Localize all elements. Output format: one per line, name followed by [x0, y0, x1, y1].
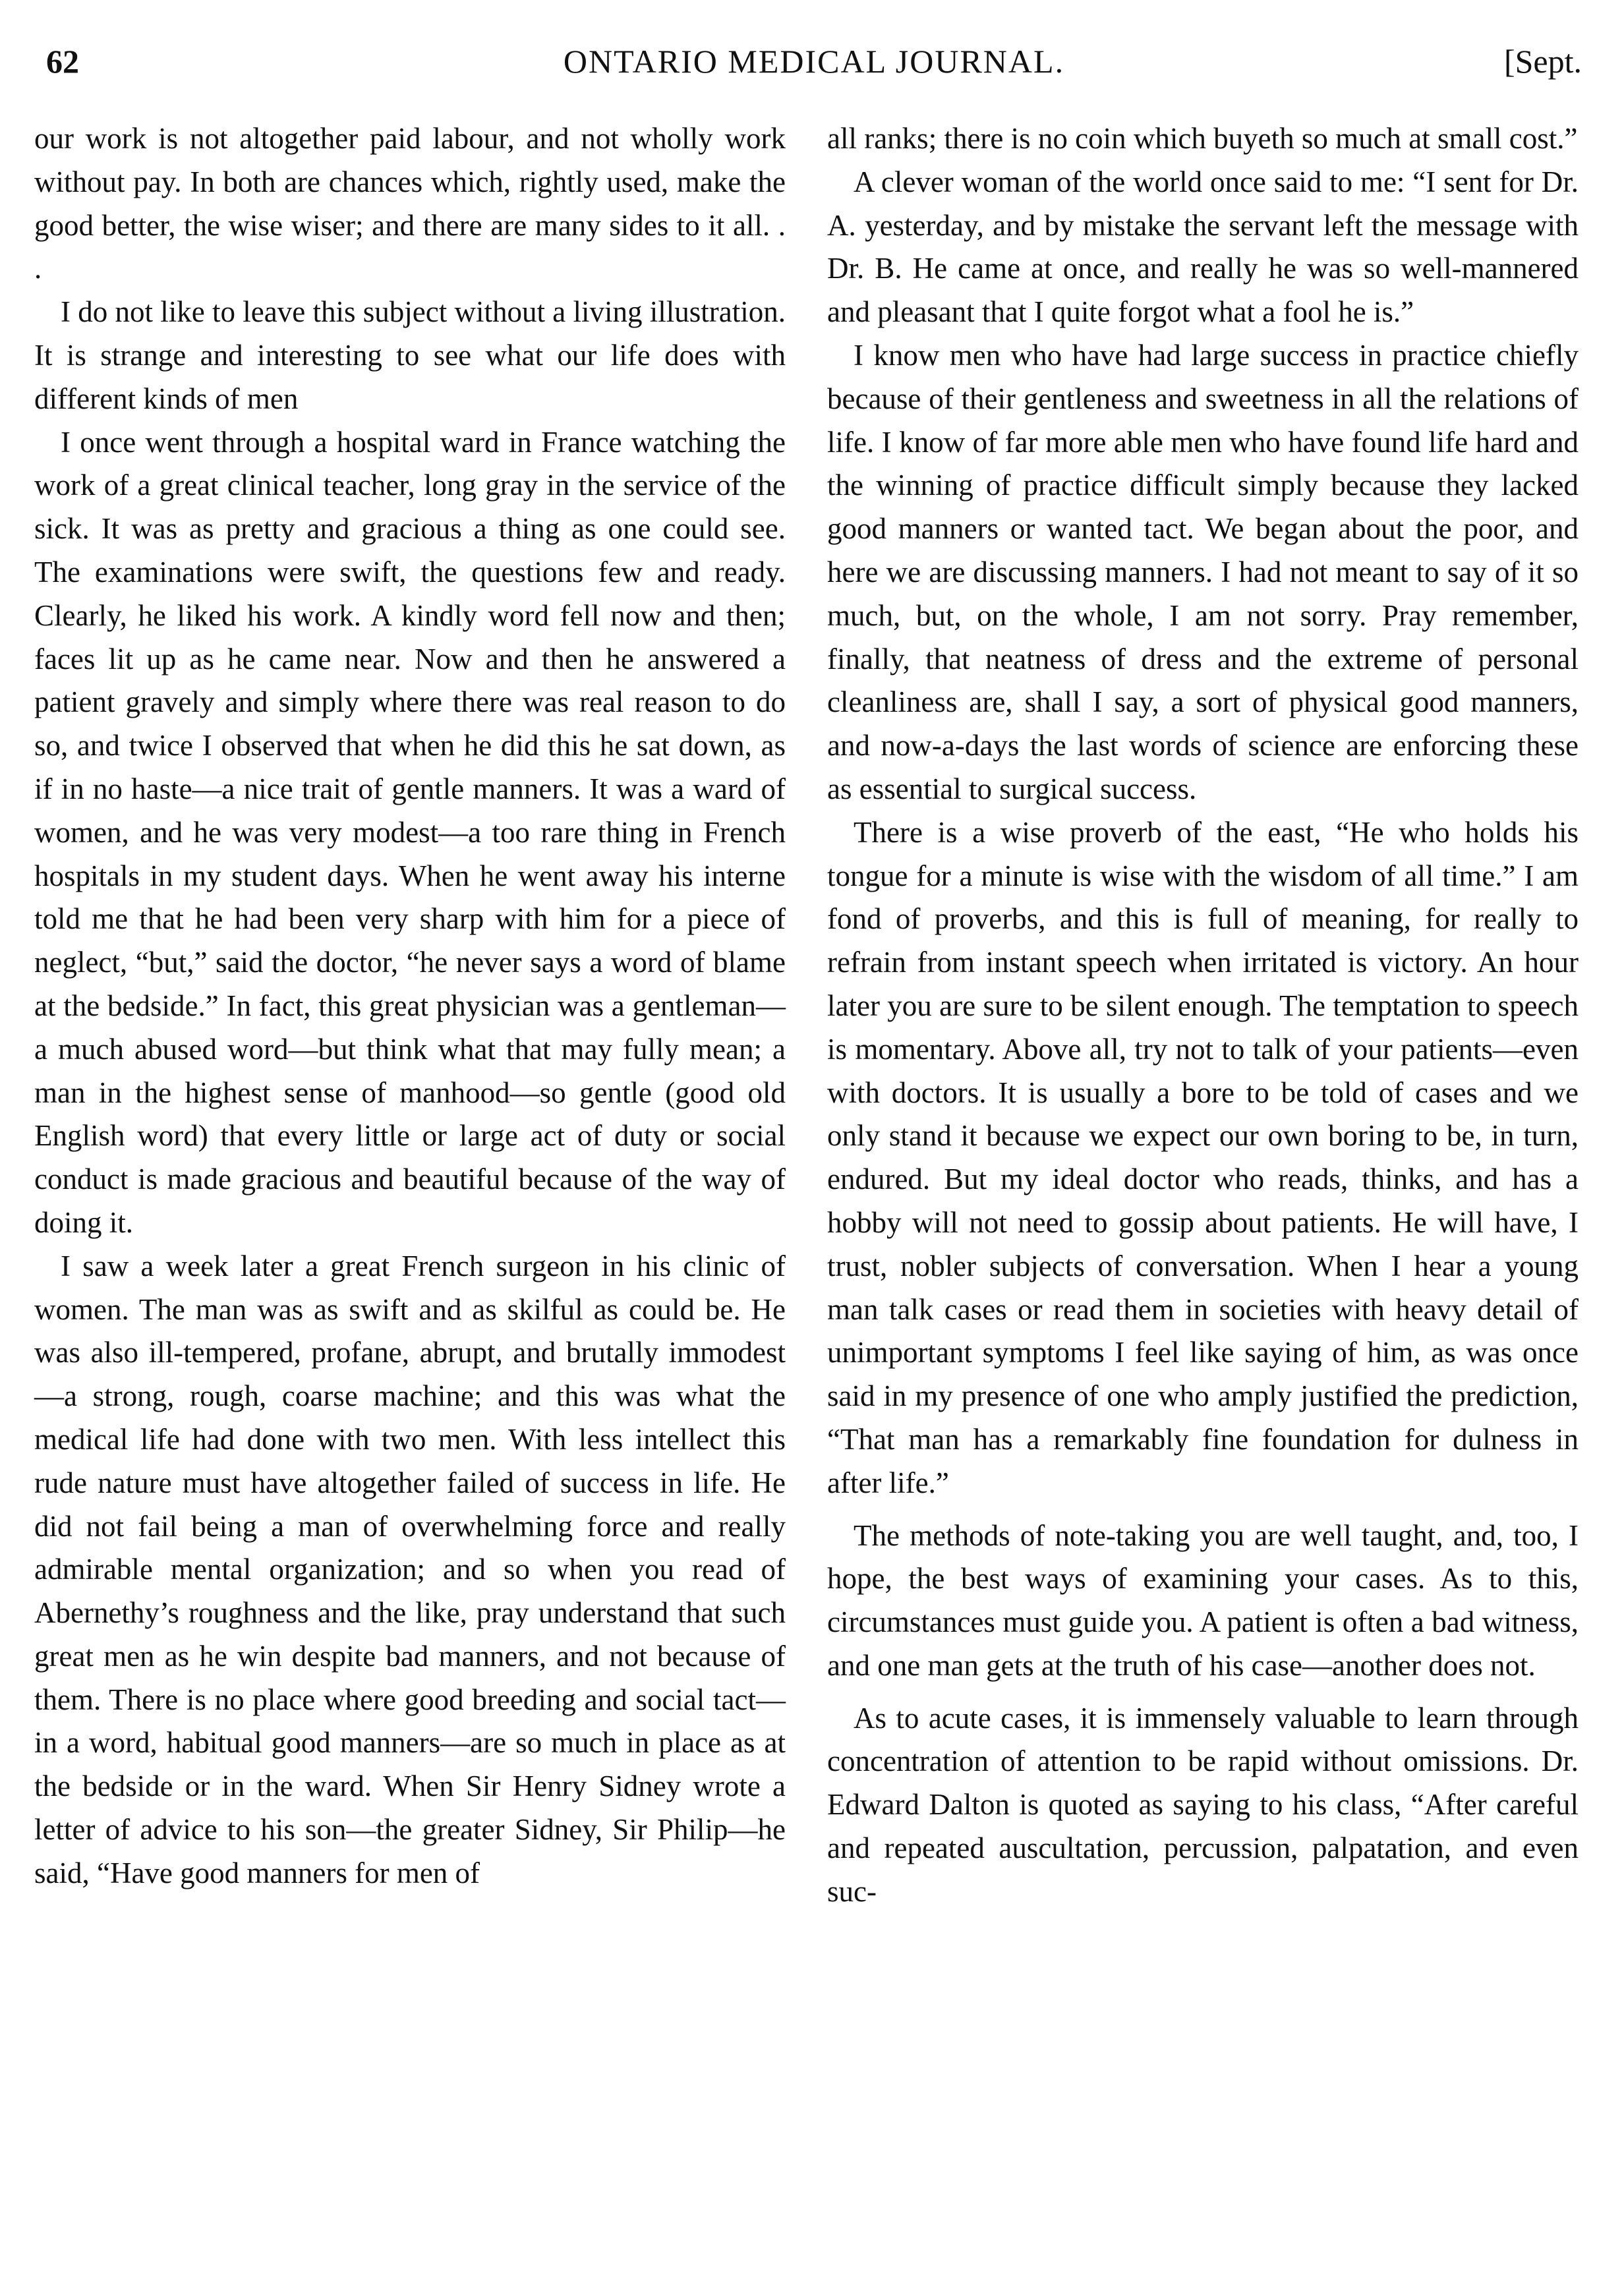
- left-column: [34, 117, 786, 1895]
- paragraph: I do not like to leave this subject without a living illustration. It is strange and interesting to see what our life does with different kinds of men: [34, 295, 786, 415]
- page-number: 62: [46, 43, 79, 80]
- paragraph: our work is not altogether paid labour, and not wholly work without pay. In both are chances which, rightly used, make the good better, the wise wiser; and there are many sides to it all. . .: [34, 122, 786, 285]
- paragraph: I know men who have had large success in practice chiefly because of their gentleness and sweetness in all the relations of life. I know of far more able men who have found life hard and the winning of practice difficult simply because they lacked good manners or wanted tact. We began about the poor, and here we are discussing manners. I had not meant to say of it so much, but, on the whole, I am not sorry. Pray remember, finally, that neatness of dress and the extreme of personal cleanliness are, shall I say, a sort of physical good manners, and now-a-days the last words of science are enforcing these as essential to surgical success.: [827, 338, 1579, 805]
- paragraph: I once went through a hospital ward in France watching the work of a great clinical teacher, long gray in the service of the sick. It was as pretty and gracious a thing as one could see. The examinations were swift, the questions few and ready. Clearly, he liked his work. A kindly word fell now and then; faces lit up as he came near. Now and then he answered a patient gravely and simply where there was real reason to do so, and twice I observed that when he did this he sat down, as if in no haste—a nice trait of gentle manners. It was a ward of women, and he was very modest—a too rare thing in French hospitals in my student days. When he went away his interne told me that he had been very sharp with him for a piece of neglect, “but,” said the doctor, “he never says a word of blame at the bedside.” In fact, this great physician was a gentleman—a much abused word—but think what that may fully mean; a man in the highest sense of manhood—so gentle (good old English word) that every little or large act of duty or social conduct is made gracious and beautiful because of the way of doing it.: [34, 425, 786, 1239]
- journal-title: ONTARIO MEDICAL JOURNAL.: [563, 43, 1065, 80]
- paragraph: As to acute cases, it is immensely valuable to learn through concentration of attention to be rapid without omissions. Dr. Edward Dalton is quoted as saying to his class, “After careful and repeated auscultation, percussion, palpatation, and even suc-: [827, 1701, 1579, 1908]
- paragraph: all ranks; there is no coin which buyeth so much at small cost.”: [827, 122, 1578, 155]
- running-month: [Sept.: [1503, 43, 1582, 80]
- paragraph: The methods of note-taking you are well taught, and, too, I hope, the best ways of examining your cases. As to this, circumstances must guide you. A patient is often a bad witness, and one man gets at the truth of his case—another does not.: [827, 1518, 1579, 1682]
- paragraph: A clever woman of the world once said to me: “I sent for Dr. A. yesterday, and by mistake the servant left the message with Dr. B. He came at once, and really he was so well-mannered and pleasant that I quite forgot what a fool he is.”: [827, 165, 1579, 329]
- paragraph: There is a wise proverb of the east, “He who holds his tongue for a minute is wise with the wisdom of all time.” I am fond of proverbs, and this is full of meaning, for really to refrain from instant speech when irritated is victory. An hour later you are sure to be silent enough. The temptation to speech is momentary. Above all, try not to talk of your patients—even with doctors. It is usually a bore to be told of cases and we only stand it because we expect our own boring to be, in turn, endured. But my ideal doctor who reads, thinks, and has a hobby will not need to gossip about patients. He will have, I trust, nobler subjects of conversation. When I hear a young man talk cases or read them in societies with heavy detail of unimportant symptoms I feel like saying of him, as was once said in my presence of one who amply justified the prediction, “That man has a remarkably fine foundation for dulness in after life.”: [827, 815, 1579, 1499]
- paragraph: I saw a week later a great French surgeon in his clinic of women. The man was as swift and as skilful as could be. He was also ill-tempered, profane, abrupt, and brutally immodest—a strong, rough, coarse machine; and this was what the medical life had done with two men. With less intellect this rude nature must have altogether failed of success in life. He did not fail being a man of overwhelming force and really admirable mental organization; and so when you read of Abernethy’s roughness and the like, pray understand that such great men as he win despite bad manners, and not because of them. There is no place where good breeding and social tact—in a word, habitual good manners—are so much in place as at the bedside or in the ward. When Sir Henry Sidney wrote a letter of advice to his son—the greater Sidney, Sir Philip—he said, “Have good manners for men of: [34, 1249, 786, 1889]
- right-column: [827, 117, 1579, 1914]
- running-header: [46, 38, 1582, 84]
